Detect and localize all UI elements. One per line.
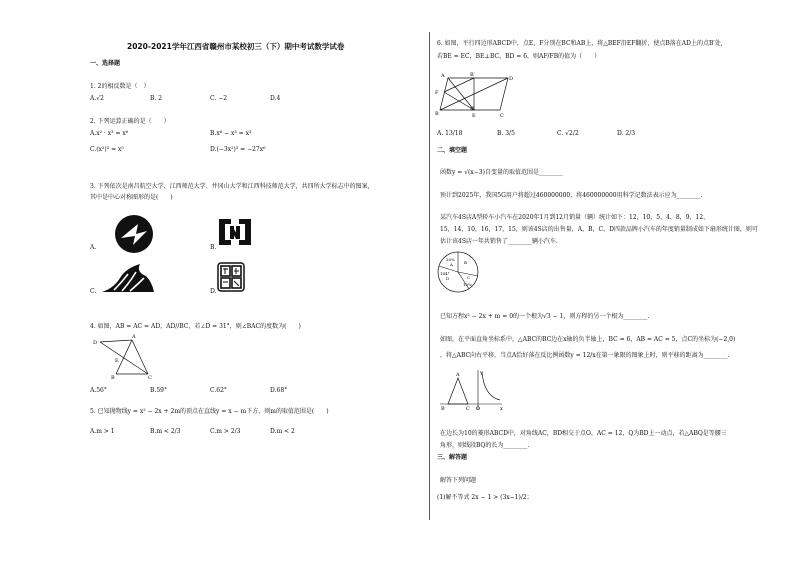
q2-option-b: B.x⁶ − x³ = x³ xyxy=(210,130,252,137)
q4-stem: 4. 如图，AB = AC = AD，AD//BC，若∠D = 31°，则∠BAC的度数为( ) xyxy=(90,323,301,330)
q5-option-a: A.m > 1 xyxy=(90,428,115,435)
q6-label-e: E xyxy=(472,113,476,119)
q9-line1: 某汽车4S店A型轿车小汽车在2020年1月到12月销量（辆）统计如下：12，10，5，4，8，9，12， xyxy=(440,214,710,221)
q4-option-c: C.62° xyxy=(210,387,227,394)
q10-text: 已知方程x² − 2x + m = 0的一个根为√3 − 1，则方程的另一个根为________. xyxy=(440,313,650,320)
q11-label-c: C xyxy=(466,406,470,412)
q2-stem: 2. 下列运算正确的是（ ） xyxy=(90,118,170,125)
q8-text: 预计到2025年，我国5G用户将超过460000000，将460000000用科学记数法表示应为________. xyxy=(440,192,703,199)
q5-option-d: D.m < 2 xyxy=(270,428,295,435)
q13-sub1: (1)解不等式 2x − 1 > (3x−1)/2； xyxy=(437,494,533,501)
q4-label-d: D xyxy=(93,340,98,346)
q9-line2: 15，14，10，16，17，15，则该4S店的出售量，A，B，C，D四款品牌小汽车的年度销量制成如下扇形统计图，则可 xyxy=(440,226,758,233)
q3-option-a: A. xyxy=(90,244,97,251)
page-title: 2020-2021学年江西省赣州市某校初三（下）期中考试数学试卷 xyxy=(127,42,345,51)
q6-label-b: B xyxy=(435,111,439,117)
q11-label-y: y xyxy=(480,370,483,376)
q5-option-b: B.m < 2/3 xyxy=(150,428,181,435)
q2-option-c: C.(x²)³ = x⁵ xyxy=(90,146,124,153)
q6-option-a: A. 13/18 xyxy=(437,130,463,137)
q11-label-a: A xyxy=(456,372,460,378)
section-answer-heading: 三、解答题 xyxy=(437,454,468,461)
q1-option-c: C. −2 xyxy=(210,95,228,102)
q6-label-bprime: B′ xyxy=(470,72,475,78)
q11-coordinate-figure xyxy=(438,368,504,412)
q4-option-b: B.59° xyxy=(150,387,167,394)
q1-stem: 1. 2的相反数是（ ） xyxy=(90,83,150,90)
q6-option-d: D. 2/3 xyxy=(617,130,636,137)
q9-line3: 估计该4S店一年共销售了________辆小汽车. xyxy=(440,238,558,245)
q3-option-d: D. xyxy=(210,288,217,295)
q3-stem-line2: 其中是中心对称图形的是( ) xyxy=(90,194,173,201)
q2-option-a: A.x² · x³ = x⁶ xyxy=(90,130,129,137)
q5-option-c: C.m > 2/3 xyxy=(210,428,241,435)
q6-label-c: C xyxy=(500,113,504,119)
q12-line2: 角形，则线段BQ的长为________. xyxy=(440,442,530,449)
q3-option-c: C. xyxy=(90,288,97,295)
q4-label-b: B xyxy=(111,375,115,381)
logo-a-circle-bird-icon xyxy=(114,214,154,254)
section-fill-heading: 二、填空题 xyxy=(437,147,468,154)
q3-stem-line1: 3. 下列依次是南昌航空大学、江西师范大学、井冈山大学和江西科技师范大学，共四所大学标志中的图案, xyxy=(90,183,370,190)
section-choice-heading: 一、选择题 xyxy=(90,60,121,67)
q2-option-d: D.(−3x²)³ = −27x⁶ xyxy=(210,146,266,153)
pie-label-c: C xyxy=(467,275,471,280)
q4-option-d: D.68° xyxy=(270,387,288,394)
q6-option-c: C. √2/2 xyxy=(557,130,579,137)
q6-parallelogram-figure xyxy=(435,72,514,120)
pie-label-10pct: 10% xyxy=(463,282,472,287)
q6-stem-line1: 6. 如图，平行四边形ABCD中，点E，F分别在BC和AB上，将△BEF沿EF翻折，使点B落在AD上的点B′处, xyxy=(437,40,723,47)
q11-label-x: x xyxy=(500,406,503,412)
q6-stem-line2: 若BE = EC，BE⊥BC，BD = 6，则AF/FB的值为（ ） xyxy=(437,53,601,60)
q1-option-d: D.4 xyxy=(270,95,281,102)
q4-label-a: A xyxy=(132,334,136,340)
q1-option-b: B. 2 xyxy=(150,95,163,102)
q7-text: 函数y = √(x−3)自变量的取值范围是________ xyxy=(440,169,563,176)
q4-label-e: E xyxy=(115,358,119,364)
q5-stem: 5. 已知抛物线y = x² − 2x + 2m的顶点在直线y = x − m下方，则m的取值范围是( ) xyxy=(90,408,329,415)
q6-option-b: B. 3/5 xyxy=(497,130,515,137)
pie-label-144: 144° xyxy=(440,271,450,276)
pie-label-a: A xyxy=(450,262,453,267)
logo-c-mountain-wave-icon xyxy=(100,262,156,296)
q11-label-o: O xyxy=(476,406,481,412)
q13-stem: 解答下列问题 xyxy=(440,477,477,484)
logo-d-seal-stamp-icon xyxy=(217,262,245,292)
q4-figure xyxy=(92,334,152,380)
q11-line2: ，将△ABC向右平移，当点A恰好落在反比例函数y = 12/x在第一象限的图象上时，则平移的距离为________. xyxy=(440,352,730,359)
q11-line1: 如图，在平面直角坐标系中，△ABC的BC边在x轴的负半轴上，BC = 6，AB = AC = 5，点C的坐标为(−2,0) xyxy=(440,336,736,343)
pie-label-b: B xyxy=(464,260,467,265)
q3-option-b: B. xyxy=(210,244,217,251)
logo-b-bracket-icon xyxy=(218,218,252,246)
pie-label-20pct: 20% xyxy=(446,257,455,262)
q12-line1: 在边长为10的菱形ABCD中，对角线AC，BD相交于点O，AC = 12，Q为BD上一动点，若△ABQ是等腰三 xyxy=(440,430,727,437)
q4-option-a: A.56° xyxy=(90,387,107,394)
q4-label-c: C xyxy=(148,375,152,381)
q6-label-f: F xyxy=(435,90,439,96)
column-divider xyxy=(429,32,430,520)
q6-label-a: A xyxy=(441,73,445,79)
q11-label-b: B xyxy=(441,406,445,412)
pie-label-d: D xyxy=(446,276,450,281)
q6-label-d: D xyxy=(509,76,514,82)
q9-pie-chart-figure xyxy=(436,250,480,294)
q1-option-a: A.√2 xyxy=(90,95,104,102)
